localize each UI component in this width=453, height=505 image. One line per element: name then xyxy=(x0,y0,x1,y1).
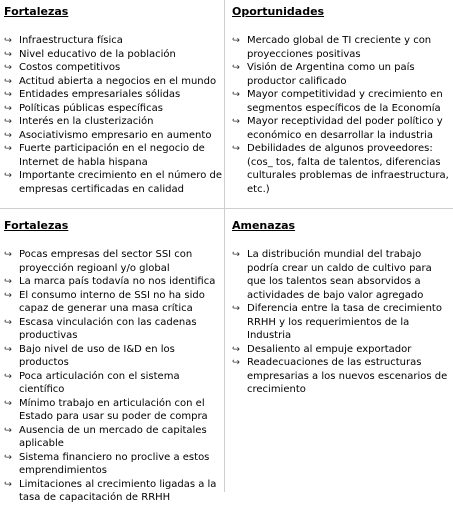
list-item-text: Readecuaciones de las estructuras empresarias a los nuevos escenarios de crecimiento xyxy=(247,357,448,395)
list-item-text: La marca país todavía no nos identifica xyxy=(19,276,216,287)
return-arrow-icon: ↪ xyxy=(232,89,240,100)
return-arrow-icon: ↪ xyxy=(232,357,240,368)
item-list xyxy=(232,248,451,397)
return-arrow-icon: ↪ xyxy=(4,35,12,46)
list-item xyxy=(4,34,222,48)
item-list xyxy=(4,248,222,505)
quadrant-title: Amenazas xyxy=(232,219,296,232)
list-item-text: Costos competitivos xyxy=(19,62,121,73)
list-item xyxy=(232,356,451,397)
list-item-text: Visión de Argentina como un país productor calificado xyxy=(247,62,415,87)
return-arrow-icon: ↪ xyxy=(232,35,240,46)
list-item-text: Nivel educativo de la población xyxy=(19,48,176,60)
return-arrow-icon: ↪ xyxy=(4,276,12,287)
return-arrow-icon: ↪ xyxy=(4,102,12,114)
return-arrow-icon: ↪ xyxy=(4,170,12,181)
return-arrow-icon: ↪ xyxy=(4,316,12,328)
list-item-text: Mayor competitividad y crecimiento en segmentos específicos de la Economía xyxy=(247,89,443,114)
quadrant-title: Fortalezas xyxy=(4,5,69,18)
return-arrow-icon: ↪ xyxy=(4,451,12,463)
return-arrow-icon: ↪ xyxy=(232,143,240,154)
list-item xyxy=(4,129,222,143)
list-item xyxy=(232,61,451,88)
list-item xyxy=(232,88,451,115)
return-arrow-icon: ↪ xyxy=(232,303,240,314)
list-item-text: Mercado global de TI creciente y con proyecciones positivas xyxy=(247,35,432,60)
return-arrow-icon: ↪ xyxy=(232,62,240,73)
list-item xyxy=(232,34,451,61)
list-item xyxy=(4,316,222,343)
list-item-text: El consumo interno de SSI no ha sido capaz de generar una masa crítica xyxy=(19,289,205,314)
list-item xyxy=(4,75,222,89)
list-item-text: Limitaciones al crecimiento ligadas a la tasa de capacitación de RRHH xyxy=(19,478,217,503)
return-arrow-icon: ↪ xyxy=(4,397,12,409)
list-item xyxy=(232,142,451,196)
list-item xyxy=(4,248,222,275)
return-arrow-icon: ↪ xyxy=(4,343,12,355)
return-arrow-icon: ↪ xyxy=(4,370,12,382)
list-item xyxy=(4,370,222,397)
return-arrow-icon: ↪ xyxy=(4,478,12,490)
list-item xyxy=(4,169,222,196)
item-list xyxy=(232,34,451,196)
list-item-text: Mínimo trabajo en articulación con el Estado para usar su poder de compra xyxy=(19,397,208,422)
list-item-text: Actitud abierta a negocios en el mundo xyxy=(19,75,217,87)
list-item-text: Escasa vinculación con las cadenas productivas xyxy=(19,316,197,341)
list-item-text: Asociativismo empresario en aumento xyxy=(19,129,212,141)
list-item-text: Bajo nivel de uso de I&D en los productos xyxy=(19,343,175,368)
return-arrow-icon: ↪ xyxy=(4,249,12,260)
list-item xyxy=(4,275,222,289)
list-item xyxy=(4,88,222,102)
list-item xyxy=(4,102,222,116)
quadrant-bottom-left xyxy=(4,219,222,505)
list-item xyxy=(232,115,451,142)
list-item-text: Poca articulación con el sistema científico xyxy=(19,370,180,395)
return-arrow-icon: ↪ xyxy=(232,343,240,355)
list-item-text: Sistema financiero no proclive a estos emprendimientos xyxy=(19,451,210,476)
list-item xyxy=(4,424,222,451)
list-item-text: Fuerte participación en el negocio de Internet de habla hispana xyxy=(19,143,205,168)
quadrant-title: Oportunidades xyxy=(232,5,325,18)
list-item xyxy=(232,302,451,343)
return-arrow-icon: ↪ xyxy=(232,249,240,260)
list-item-text: Ausencia de un mercado de capitales aplicable xyxy=(19,424,207,449)
return-arrow-icon: ↪ xyxy=(4,89,12,100)
list-item xyxy=(4,451,222,478)
return-arrow-icon: ↪ xyxy=(4,143,12,154)
quadrant-bottom-right xyxy=(232,219,451,397)
list-item xyxy=(4,343,222,370)
list-item xyxy=(4,142,222,169)
return-arrow-icon: ↪ xyxy=(4,48,12,60)
return-arrow-icon: ↪ xyxy=(4,129,12,141)
return-arrow-icon: ↪ xyxy=(232,116,240,127)
quadrant-top-left xyxy=(4,5,222,196)
list-item-text: Importante crecimiento en el número de empresas certificadas en calidad xyxy=(19,170,222,195)
vertical-divider xyxy=(224,0,225,492)
list-item-text: Infraestructura física xyxy=(19,35,123,46)
list-item xyxy=(4,397,222,424)
quadrant-top-right xyxy=(232,5,451,196)
list-item xyxy=(4,61,222,75)
list-item-text: Entidades empresariales sólidas xyxy=(19,89,181,100)
list-item xyxy=(4,289,222,316)
list-item-text: Diferencia entre la tasa de crecimiento RRHH y los requerimientos de la Industria xyxy=(247,303,442,341)
return-arrow-icon: ↪ xyxy=(4,289,12,301)
return-arrow-icon: ↪ xyxy=(4,116,12,127)
list-item-text: Pocas empresas del sector SSI con proyección regioanl y/o global xyxy=(19,249,193,274)
list-item xyxy=(232,248,451,302)
list-item xyxy=(4,478,222,505)
return-arrow-icon: ↪ xyxy=(4,424,12,436)
list-item xyxy=(4,115,222,129)
horizontal-divider xyxy=(0,208,453,209)
quadrant-title: Fortalezas xyxy=(4,219,69,232)
item-list xyxy=(4,34,222,196)
list-item-text: Interés en la clusterización xyxy=(19,116,154,127)
list-item-text: La distribución mundial del trabajo podría crear un caldo de cultivo para que los talentos sean absorvidos a actividades de bajo valor agregado xyxy=(247,249,432,301)
list-item xyxy=(4,48,222,62)
list-item xyxy=(232,343,451,357)
return-arrow-icon: ↪ xyxy=(4,62,12,73)
return-arrow-icon: ↪ xyxy=(4,75,12,87)
list-item-text: Mayor receptividad del poder político y económico en desarrollar la industria xyxy=(247,116,443,141)
list-item-text: Políticas públicas específicas xyxy=(19,102,163,114)
list-item-text: Desaliento al empuje exportador xyxy=(247,343,412,355)
list-item-text: Debilidades de algunos proveedores: (cos_ tos, falta de talentos, diferencias culturales problemas de infraestructura, etc.) xyxy=(247,143,449,195)
